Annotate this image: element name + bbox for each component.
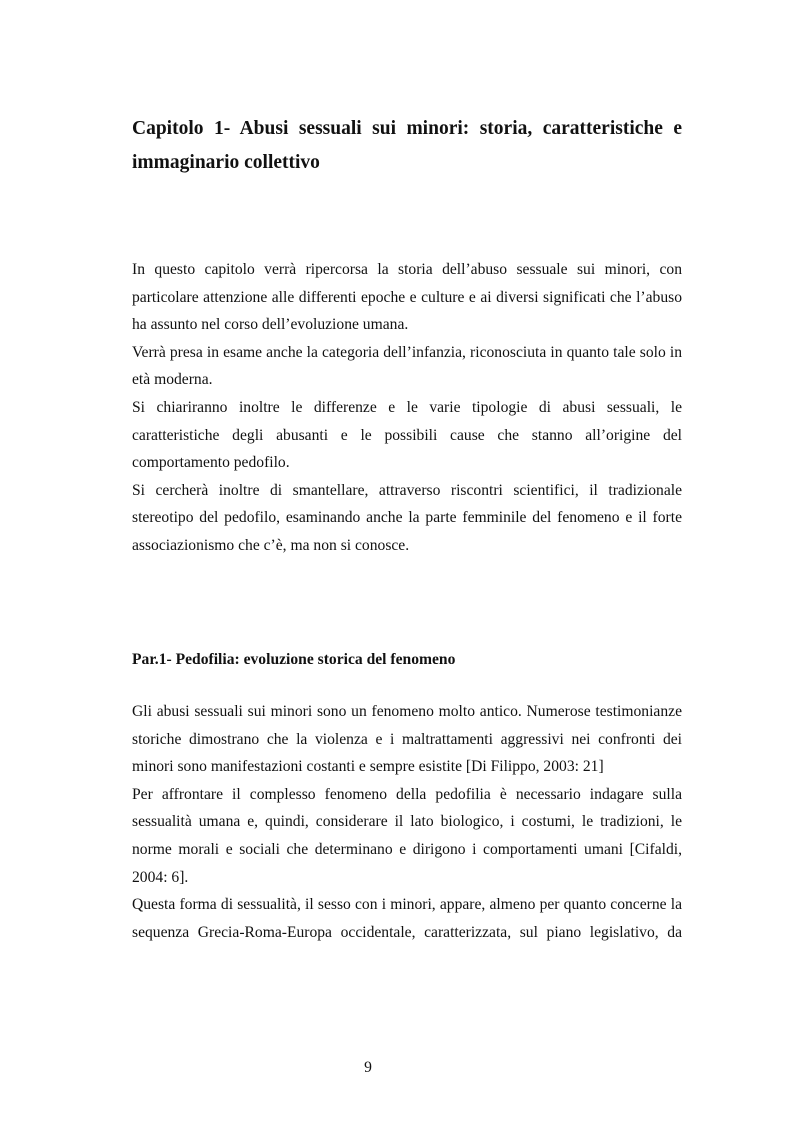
body-paragraph: Questa forma di sessualità, il sesso con i minori, appare, almeno per quanto concerne la sequenza Grecia-Roma-Europa occidentale, caratterizzata, sul piano legislativo, da [132,896,682,941]
intro-paragraph: Si chiariranno inoltre le differenze e le varie tipologie di abusi sessuali, le caratteristiche degli abusanti e le possibili cause che stanno all’origine del comportamento pedofilo. [132,398,682,472]
section-heading: Par.1- Pedofilia: evoluzione storica del fenomeno [132,651,456,668]
section-body [132,698,682,946]
page-number: 9 [364,1059,372,1076]
body-paragraph: Gli abusi sessuali sui minori sono un fenomeno molto antico. Numerose testimonianze storiche dimostrano che la violenza e i maltrattamenti aggressivi nei confronti dei minori sono manifestazioni costanti e sempre esistite [Di Filippo, 2003: 21] [132,703,682,776]
intro-paragraph: Si cercherà inoltre di smantellare, attraverso riscontri scientifici, il tradizionale stereotipo del pedofilo, esaminando anche la parte femminile del fenomeno e il forte associazionismo che c’è, ma non si conosce. [132,481,682,554]
body-paragraph: Per affrontare il complesso fenomeno della pedofilia è necessario indagare sulla sessualità umana e, quindi, considerare il lato biologico, i costumi, le tradizioni, le norme morali e sociali che determinano e dirigono i comportamenti umani [Cifaldi, 2004: 6]. [132,785,682,886]
intro-paragraph: In questo capitolo verrà ripercorsa la storia dell’abuso sessuale sui minori, con particolare attenzione alle differenti epoche e culture e ai diversi significati che l’abuso ha assunto nel corso dell’evoluzione umana. [132,261,682,334]
chapter-introduction [132,256,682,560]
chapter-title: Capitolo 1- Abusi sessuali sui minori: storia, caratteristiche e immaginario collettivo [132,118,682,173]
intro-paragraph: Verrà presa in esame anche la categoria dell’infanzia, riconosciuta in quanto tale solo in età moderna. [132,343,682,389]
